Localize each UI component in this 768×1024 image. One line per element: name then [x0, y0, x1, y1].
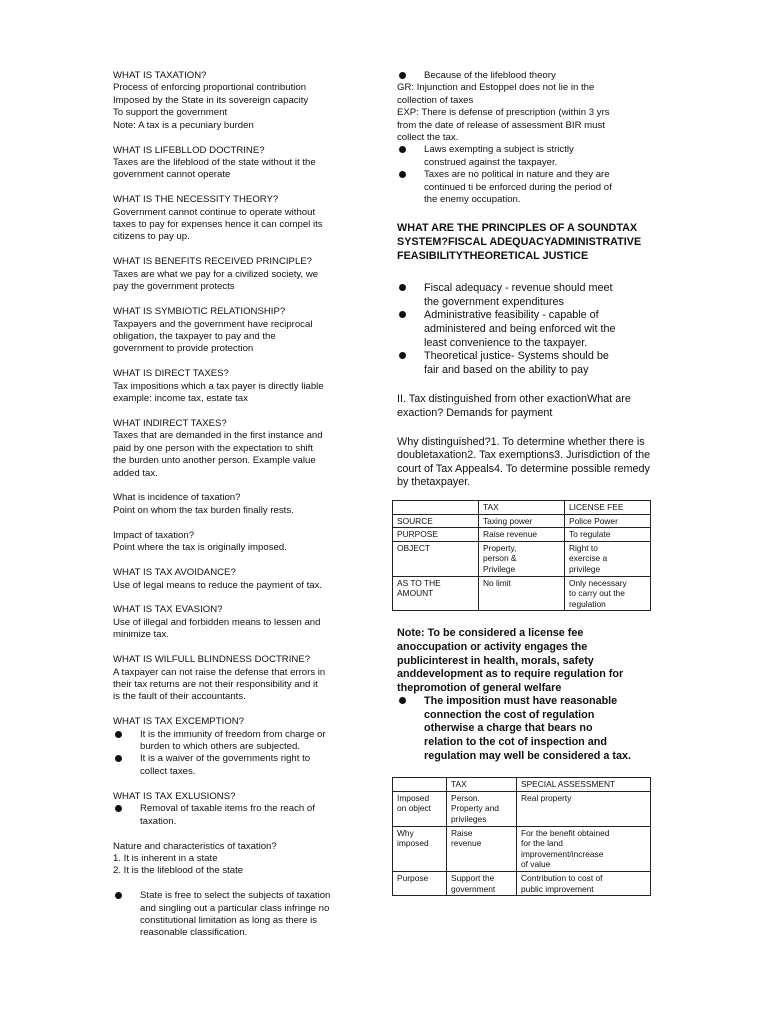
table-cell [565, 541, 651, 576]
table-row [393, 826, 651, 871]
table-cell [393, 826, 447, 871]
bullet-item [113, 729, 373, 754]
bullet-item [397, 309, 655, 350]
bullet-line: collect taxes. [140, 765, 196, 777]
text-line: Point on whom the tax burden finally rests. [113, 504, 294, 516]
text-line: Note: A tax is a pecuniary burden [113, 119, 254, 131]
bullet-line: Theoretical justice- Systems should be [424, 350, 609, 363]
principles-bullet-list [397, 282, 655, 377]
table-cell [447, 826, 517, 871]
cell-line: AS TO THE [397, 577, 441, 588]
cell-line: to carry out the [569, 588, 625, 599]
table-header-cell: TAX [479, 500, 565, 514]
qa-paragraph [113, 194, 373, 244]
gr-exp-paragraph [397, 82, 655, 144]
bullet-dot-icon [399, 697, 406, 704]
text-line: 1. It is inherent in a state [113, 852, 218, 864]
table-cell [393, 514, 479, 528]
cell-line: Real property [521, 792, 572, 803]
table-cell [393, 528, 479, 542]
text-line: To support the government [113, 107, 228, 119]
bullet-line: The imposition must have reasonable [424, 695, 618, 708]
qa-paragraph [113, 368, 373, 405]
cell-line: Property and [451, 803, 499, 814]
cell-line: on object [397, 803, 431, 814]
table-cell [393, 576, 479, 611]
text-line: Process of enforcing proportional contribution [113, 82, 307, 94]
text-line: WHAT IS DIRECT TAXES? [113, 368, 229, 380]
table-cell [565, 514, 651, 528]
bullet-dot-icon [399, 171, 406, 178]
qa-paragraph [113, 716, 373, 728]
qa-paragraph [113, 492, 373, 517]
cell-line: To regulate [569, 529, 611, 540]
bullet-line: Removal of taxable items fro the reach of [140, 803, 315, 815]
table-header-row [393, 500, 651, 514]
cell-line: Raise revenue [483, 529, 538, 540]
cell-line: Only necessary [569, 577, 627, 588]
heading-line: THEORETICAL JUSTICE [462, 249, 589, 262]
bullet-line: Taxes are no political in nature and they are [424, 169, 610, 181]
table-cell [479, 541, 565, 576]
text-line: example: income tax, estate tax [113, 393, 248, 405]
table-row [393, 528, 651, 542]
text-line: pay the government protects [113, 281, 235, 293]
bullet-item [397, 70, 655, 82]
bullet-line: taxation. [140, 815, 177, 827]
text-line: added tax. [113, 467, 158, 479]
bullet-line: construed against the taxpayer. [424, 156, 558, 168]
text-line: Why distinguished? [397, 435, 491, 448]
bullet-line: otherwise a charge that bears no [424, 722, 593, 735]
cell-line: Support the [451, 873, 495, 883]
cell-line: SOURCE [397, 515, 433, 526]
spacer [113, 828, 373, 841]
table-row [393, 576, 651, 611]
cell-line: For the benefit obtained [521, 827, 610, 838]
text-line: occupation or activity engages the public [397, 640, 588, 667]
text-line: What is incidence of taxation? [113, 492, 241, 504]
bullet-dot-icon [399, 72, 406, 79]
cell-line: for the land [521, 838, 563, 849]
text-line: WHAT IS TAXATION? [113, 70, 207, 81]
spacer [113, 778, 373, 791]
license-fee-note [397, 627, 655, 695]
text-line: minimize tax. [113, 629, 169, 641]
bullet-line: regulation may well be considered a tax. [424, 749, 632, 762]
bullet-line: the enemy occupation. [424, 194, 521, 206]
table-header-cell: LICENSE FEE [565, 500, 651, 514]
text-line: citizens to pay up. [113, 231, 190, 243]
cell-line: Right to [569, 542, 598, 553]
table-row [393, 514, 651, 528]
bullet-dot-icon [399, 146, 406, 153]
table-cell [393, 872, 447, 896]
table-cell [479, 576, 565, 611]
bullet-dot-icon [399, 311, 406, 318]
bullet-dot-icon [399, 284, 406, 291]
table-cell [447, 791, 517, 826]
table-cell [393, 541, 479, 576]
bullet-line: It is a waiver of the governments right to [140, 753, 311, 765]
qa-paragraph [113, 841, 373, 878]
bullet-item [397, 144, 655, 169]
cell-line: privilege [569, 563, 601, 574]
cell-line: government [451, 883, 496, 894]
text-line: government to provide protection [113, 343, 254, 355]
principles-heading [397, 222, 655, 263]
cell-line: Raise [451, 827, 473, 838]
tax-vs-special-assessment-table [392, 777, 651, 896]
cell-line: of value [521, 859, 551, 870]
heading-line: TAX SYSTEM? [397, 222, 638, 249]
text-line: EXP: There is defense of prescription (within 3 yrs [397, 107, 610, 119]
cell-line: privileges [451, 814, 487, 825]
bullet-item [397, 350, 655, 377]
bullet-line: Because of the lifeblood theory [424, 70, 556, 81]
bullet-item [113, 803, 373, 828]
cell-line: Privilege [483, 563, 516, 574]
text-line: Point where the tax is originally imposed. [113, 542, 287, 554]
bullet-line: relation to the cot of inspection and [424, 736, 607, 749]
bullet-dot-icon [115, 731, 122, 738]
cell-line: No limit [483, 577, 511, 588]
text-line: A taxpayer can not raise the defense that errors in [113, 666, 326, 678]
table-header-cell [393, 778, 447, 792]
text-line: WHAT IS TAX AVOIDANCE? [113, 567, 236, 579]
text-line: WHAT IS SYMBIOTIC RELATIONSHIP? [113, 306, 286, 318]
lifeblood-bullet-list [397, 70, 655, 82]
text-line: WHAT IS THE NECESSITY THEORY? [113, 194, 279, 206]
qa-paragraph [113, 306, 373, 356]
qa-paragraph [113, 791, 373, 803]
qa-paragraph [113, 530, 373, 555]
text-line: What are exaction? Demands for payment [397, 393, 631, 419]
text-line: WHAT IS WILFULL BLINDNESS DOCTRINE? [113, 654, 311, 666]
exaction-paragraph [397, 393, 655, 420]
bullet-line: fair and based on the ability to pay [424, 363, 589, 376]
bullet-item [397, 169, 655, 206]
exemption-bullet-list [397, 144, 655, 206]
text-line: their tax returns are not their responsibility and it [113, 678, 318, 690]
table-header-cell [393, 500, 479, 514]
text-line: Taxes that are demanded in the first instance and [113, 430, 323, 442]
cell-line: Property, [483, 542, 517, 553]
text-line: Nature and characteristics of taxation? [113, 840, 277, 852]
text-line: from the date of release of assessment BIR must [397, 119, 605, 131]
bullet-line: and singling out a particular class infringe no [140, 902, 330, 914]
bullet-item [397, 695, 655, 763]
text-line: Note: To be considered a license fee an [397, 627, 584, 653]
qa-paragraph [113, 70, 373, 132]
bullet-dot-icon [115, 892, 122, 899]
text-line: obligation, the taxpayer to pay and the [113, 330, 276, 342]
cell-line: revenue [451, 838, 482, 849]
text-line: is the fault of their accountants. [113, 691, 246, 703]
table-row [393, 791, 651, 826]
why-distinguished-list [397, 436, 655, 490]
cell-line: regulation [569, 598, 606, 609]
bullet-line: Laws exempting a subject is strictly [424, 144, 574, 156]
left-column [113, 70, 373, 940]
table-cell [565, 576, 651, 611]
heading-line: FISCAL ADEQUACY [448, 236, 551, 249]
qa-paragraph [113, 256, 373, 293]
table-cell [393, 791, 447, 826]
text-line: development as to require regulation for the [397, 668, 624, 694]
table-cell [479, 528, 565, 542]
imposition-bullet [397, 695, 655, 763]
bullet-dot-icon [399, 352, 406, 359]
text-line: WHAT IS LIFEBLLOD DOCTRINE? [113, 144, 265, 156]
text-line: Use of illegal and forbidden means to lessen and [113, 616, 321, 628]
table-cell [565, 528, 651, 542]
table-cell [517, 872, 651, 896]
text-line: II. Tax distinguished from other exaction [397, 393, 588, 406]
text-line: 2. Tax exemptions [467, 449, 555, 462]
bullet-line: continued ti be enforced during the period of [424, 181, 612, 193]
text-line: promotion of general welfare [413, 681, 562, 694]
cell-line: Imposed [397, 792, 430, 803]
bullet-item [113, 890, 373, 940]
qa-paragraph [113, 604, 373, 641]
table-row [393, 872, 651, 896]
cell-line: Why [397, 827, 414, 838]
bullet-line: Fiscal adequacy - revenue should meet [424, 282, 613, 295]
bullet-line: Administrative feasibility - capable of [424, 309, 599, 322]
tax-vs-license-fee-table [392, 500, 651, 611]
text-line: Government cannot continue to operate without [113, 206, 316, 218]
bullet-line: constitutional limitation as long as there is [140, 915, 318, 927]
text-line: 4. To determine possible remedy by the [397, 462, 650, 489]
text-line: WHAT IS TAX EVASION? [113, 604, 223, 616]
text-line: paid by one person with the expectation to shift [113, 442, 313, 454]
cell-line: AMOUNT [397, 588, 434, 599]
cell-line: imposed [397, 838, 429, 849]
qa-paragraph [113, 654, 373, 704]
text-line: Taxes are the lifeblood of the state without it the [113, 156, 316, 168]
text-line: collection of taxes [397, 94, 474, 106]
text-line: WHAT INDIRECT TAXES? [113, 417, 227, 429]
text-line: WHAT IS TAX EXLUSIONS? [113, 790, 236, 802]
text-line: government cannot operate [113, 169, 231, 181]
right-column [397, 70, 655, 896]
text-line: WHAT IS BENEFITS RECEIVED PRINCIPLE? [113, 256, 313, 268]
text-line: Tax impositions which a tax payer is directly liable [113, 380, 324, 392]
text-line: Imposed by the State in its sovereign capacity [113, 94, 309, 106]
bullet-line: administered and being enforced wit the [424, 323, 616, 336]
text-line: WHAT IS TAX EXCEMPTION? [113, 716, 244, 728]
text-line: taxpayer. [426, 476, 471, 489]
bullet-line: least convenience to the taxpayer. [424, 336, 588, 349]
cell-line: improvement/increase [521, 848, 604, 859]
bullet-line: the government expenditures [424, 295, 564, 308]
table-header-cell: TAX [447, 778, 517, 792]
cell-line: Taxing power [483, 515, 533, 526]
cell-line: Purpose [397, 873, 429, 883]
text-line: Use of legal means to reduce the payment of tax. [113, 579, 323, 591]
cell-line: Person. [451, 792, 480, 803]
cell-line: public improvement [521, 883, 594, 894]
cell-line: PURPOSE [397, 529, 438, 540]
cell-line: Contribution to cost of [521, 873, 603, 883]
text-line: 3. Jurisdiction of the court of Tax Appeals [397, 449, 651, 475]
table-cell [517, 826, 651, 871]
heading-line: WHAT ARE THE PRINCIPLES OF A SOUND [397, 222, 617, 235]
qa-paragraph [113, 418, 373, 480]
bullet-item [113, 753, 373, 778]
cell-line: person & [483, 553, 517, 564]
table-row [393, 541, 651, 576]
bullet-line: It is the immunity of freedom from charge or [140, 728, 326, 740]
bullet-line: connection the cost of regulation [424, 708, 595, 721]
table-cell [447, 872, 517, 896]
text-line: GR: Injunction and Estoppel does not lie in the [397, 82, 595, 94]
table-header-row [393, 778, 651, 792]
cell-line: OBJECT [397, 542, 431, 553]
bullet-line: burden to which others are subjected. [140, 741, 300, 753]
bullet-line: State is free to select the subjects of taxation [140, 890, 331, 902]
bullet-dot-icon [115, 805, 122, 812]
bullet-item [397, 282, 655, 309]
cell-line: Police Power [569, 515, 618, 526]
text-line: 2. It is the lifeblood of the state [113, 865, 244, 877]
bullet-line: reasonable classification. [140, 927, 248, 939]
text-line: Taxpayers and the government have reciprocal [113, 318, 313, 330]
qa-paragraph [113, 567, 373, 592]
text-line: 1. To determine whether there is double [397, 435, 645, 462]
text-line: collect the tax. [397, 132, 459, 144]
text-line: Taxes are what we pay for a civilized society, we [113, 268, 319, 280]
text-line: taxation [429, 449, 468, 462]
heading-line: ADMINISTRATIVE FEASIBILITY [397, 236, 642, 262]
text-line: Impact of taxation? [113, 529, 195, 541]
cell-line: exercise a [569, 553, 608, 564]
text-line: taxes to pay for expenses hence it can compel its [113, 219, 323, 231]
table-cell [479, 514, 565, 528]
table-cell [517, 791, 651, 826]
bullet-dot-icon [115, 755, 122, 762]
text-line: interest in health, morals, safety and [397, 654, 594, 681]
qa-paragraph [113, 145, 373, 182]
table-header-cell: SPECIAL ASSESSMENT [517, 778, 651, 792]
text-line: the burden unto another person. Example value [113, 455, 316, 467]
